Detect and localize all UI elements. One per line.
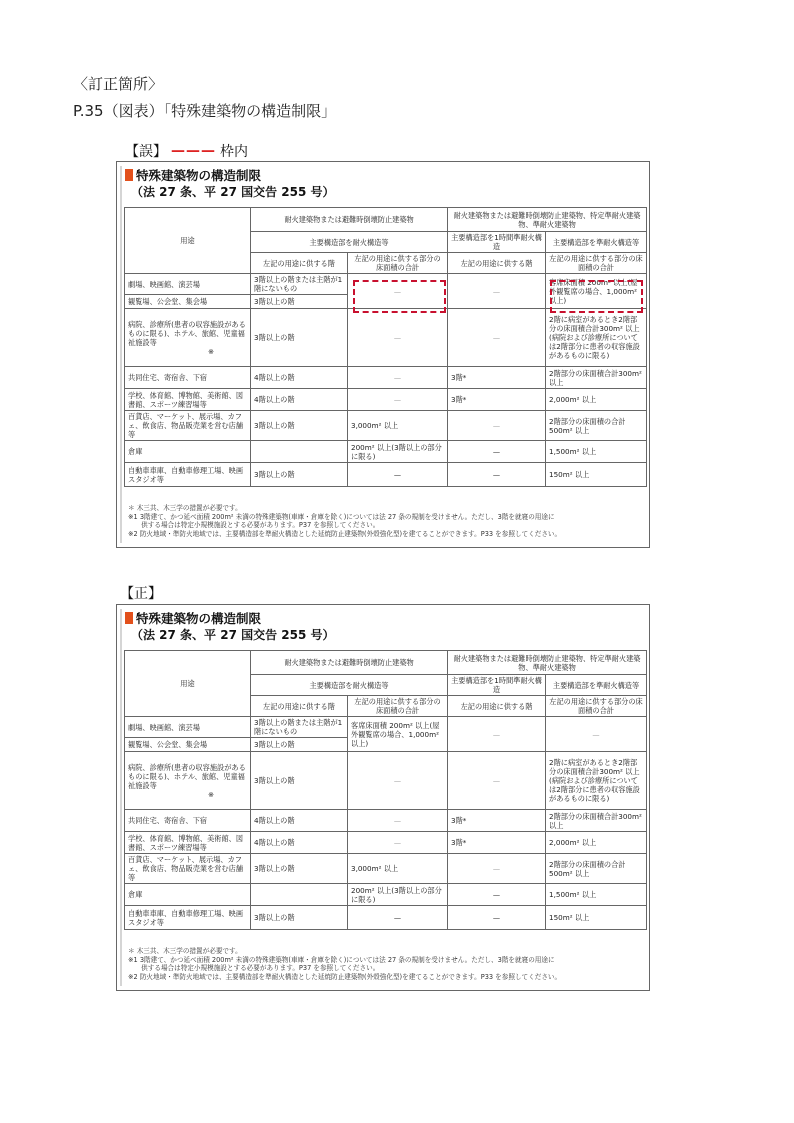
note-3: 供する場合は特定小規模施設とする必要があります。P37 を参照してください。 [128,964,380,973]
wrong-label [125,141,248,161]
table-subtitle: （法 27 条、平 27 国交告 255 号） [131,185,335,199]
header-group2: 耐火建築物または避難時倒壊防止建築物、特定準耐火建築物、準耐火建築物 [448,208,647,232]
row4-usage: 共同住宅、寄宿舎、下宿 [125,367,251,389]
title-marker-icon [125,169,133,181]
panel-side-rule [120,166,122,543]
row6-last: 2階部分の床面積の合計500m² 以上 [546,854,647,884]
wrong-label-suffix: 枠内 [220,144,248,160]
note-2: ※1 3階建て、かつ延べ面積 200m² 未満の特殊建築物(車庫・倉庫を除く)については法 27 条の規制を受けません。ただし、3階を就寝の用途に [128,955,555,964]
table-title: 特殊建築物の構造制限 [125,166,261,184]
row7-last: 1,500m² 以上 [546,441,647,463]
table-subtitle: （法 27 条、平 27 国交告 255 号） [131,628,335,642]
correct-label: 【正】 [120,586,162,602]
row7-usage: 倉庫 [125,441,251,463]
header-floor2: 左記の用途に供する階 [448,696,546,717]
note-1: ＊ 木三共、木三学の措置が必要です。 [128,947,242,955]
row8-floor: 3階以上の階 [251,463,348,487]
row5-area: — [348,832,448,854]
row2-floor: 3階以上の階 [251,738,348,752]
header-group1: 耐火建築物または避難時倒壊防止建築物 [251,208,448,232]
header-sub-g2a: 主要構造部を1時間準耐火構造 [448,675,546,696]
note-4: ※2 防火地域・準防火地域では、主要構造部を準耐火構造とした延焼防止建築物(外殻強化型)を建てることができます。P33 を参照してください。 [128,530,562,539]
row8-floor: 3階以上の階 [251,906,348,930]
row6-c4: — [448,411,546,441]
header-sub-g2b: 主要構造部を準耐火構造等 [546,675,647,696]
row5-floor: 4階以上の階 [251,389,348,411]
row8-usage: 自動車車庫、自動車修理工場、映画スタジオ等 [125,906,251,930]
note-1: ＊ 木三共、木三学の措置が必要です。 [128,504,242,512]
header-floor: 左記の用途に供する階 [251,253,348,274]
row4-usage: 共同住宅、寄宿舎、下宿 [125,810,251,832]
row2-usage: 観覧場、公会堂、集会場 [125,738,251,752]
row3-last: 2階に病室があるとき2階部分の床面積合計300m² 以上(病院および診療所については2階部分に患者の収容施設があるものに限る) [546,309,647,367]
row6-c4: — [448,854,546,884]
row4-area: — [348,810,448,832]
row3-floor: 3階以上の階 [251,752,348,810]
row5-last: 2,000m² 以上 [546,389,647,411]
row6-area: 3,000m² 以上 [348,854,448,884]
row7-c4: — [448,884,546,906]
table-notes [128,947,561,982]
row8-last: 150m² 以上 [546,906,647,930]
wrong-table-panel [116,161,650,548]
header-sub-g2a: 主要構造部を1時間準耐火構造 [448,232,546,253]
table-title: 特殊建築物の構造制限 [125,609,261,627]
note-4: ※2 防火地域・準防火地域では、主要構造部を準耐火構造とした延焼防止建築物(外殻強化型)を建てることができます。P33 を参照してください。 [128,973,562,982]
row8-usage: 自動車車庫、自動車修理工場、映画スタジオ等 [125,463,251,487]
row4-c4: 3階* [448,367,546,389]
row12-area-wrong: — [348,274,448,309]
row5-c4: 3階* [448,389,546,411]
row6-floor: 3階以上の階 [251,854,348,884]
row5-floor: 4階以上の階 [251,832,348,854]
row3-c4: — [448,309,546,367]
row8-area: — [348,906,448,930]
header-group2: 耐火建築物または避難時倒壊防止建築物、特定準耐火建築物、準耐火建築物 [448,651,647,675]
header-sub-g2b: 主要構造部を準耐火構造等 [546,232,647,253]
red-dash-legend: ——— [171,143,216,159]
correction-location: P.35（図表）「特殊建築物の構造制限」 [73,102,337,120]
header-area2: 左記の用途に供する部分の床面積の合計 [546,253,647,274]
row3-c4: — [448,752,546,810]
row7-area: 200m² 以上(3階以上の部分に限る) [348,884,448,906]
row5-area: — [348,389,448,411]
row2-floor: 3階以上の階 [251,295,348,309]
row12-last-correct: — [546,717,647,752]
row6-area: 3,000m² 以上 [348,411,448,441]
header-group1: 耐火建築物または避難時倒壊防止建築物 [251,651,448,675]
header-area2: 左記の用途に供する部分の床面積の合計 [546,696,647,717]
row1-usage: 劇場、映画館、演芸場 [125,717,251,738]
row6-last: 2階部分の床面積の合計500m² 以上 [546,411,647,441]
note-3: 供する場合は特定小規模施設とする必要があります。P37 を参照してください。 [128,521,380,530]
note-2: ※1 3階建て、かつ延べ面積 200m² 未満の特殊建築物(車庫・倉庫を除く)については法 27 条の規制を受けません。ただし、3階を就寝の用途に [128,512,555,521]
header-floor2: 左記の用途に供する階 [448,253,546,274]
table-notes [128,504,561,539]
row4-last: 2階部分の床面積合計300m² 以上 [546,367,647,389]
row4-floor: 4階以上の階 [251,810,348,832]
header-area: 左記の用途に供する部分の床面積の合計 [348,253,448,274]
row7-c4: — [448,441,546,463]
row1-floor: 3階以上の階または主階が1階にないもの [251,274,348,295]
row12-last-wrong: 客席床面積 200m² 以上(屋外観覧席の場合、1,000m² 以上) [546,274,647,309]
row8-c4: — [448,463,546,487]
structure-table-correct [124,650,647,930]
correct-table-panel [116,604,650,991]
row6-floor: 3階以上の階 [251,411,348,441]
header-usage: 用途 [125,208,251,274]
header-sub-g1: 主要構造部を耐火構造等 [251,675,448,696]
row3-last: 2階に病室があるとき2階部分の床面積合計300m² 以上(病院および診療所については2階部分に患者の収容施設があるものに限る) [546,752,647,810]
row3-area: — [348,309,448,367]
row3-floor: 3階以上の階 [251,309,348,367]
row8-c4: — [448,906,546,930]
row5-last: 2,000m² 以上 [546,832,647,854]
row1-floor: 3階以上の階または主階が1階にないもの [251,717,348,738]
header-floor: 左記の用途に供する階 [251,696,348,717]
row8-area: — [348,463,448,487]
row5-usage: 学校、体育館、博物館、美術館、図書館、スポーツ練習場等 [125,389,251,411]
row3-area: — [348,752,448,810]
row4-c4: 3階* [448,810,546,832]
row4-area: — [348,367,448,389]
wrong-label-text: 【誤】 [125,144,167,160]
row3-usage: 病院、診療所(患者の収容施設があるものに限る)、ホテル、旅館、児童福祉施設等 ※ [125,752,251,810]
title-marker-icon [125,612,133,624]
row5-usage: 学校、体育館、博物館、美術館、図書館、スポーツ練習場等 [125,832,251,854]
row6-usage: 百貨店、マーケット、展示場、カフェ、飲食店、物品販売業を営む店舗等 [125,411,251,441]
row7-floor [251,441,348,463]
row7-last: 1,500m² 以上 [546,884,647,906]
panel-side-rule [120,609,122,986]
row8-last: 150m² 以上 [546,463,647,487]
header-area: 左記の用途に供する部分の床面積の合計 [348,696,448,717]
row2-usage: 観覧場、公会堂、集会場 [125,295,251,309]
row6-usage: 百貨店、マーケット、展示場、カフェ、飲食店、物品販売業を営む店舗等 [125,854,251,884]
row12-c4: — [448,274,546,309]
row5-c4: 3階* [448,832,546,854]
row7-area: 200m² 以上(3階以上の部分に限る) [348,441,448,463]
row1-usage: 劇場、映画館、演芸場 [125,274,251,295]
row4-floor: 4階以上の階 [251,367,348,389]
structure-table-wrong [124,207,647,487]
row7-floor [251,884,348,906]
correction-heading: 〈訂正箇所〉 [73,75,164,93]
row12-area-correct: 客席床面積 200m² 以上(屋外観覧席の場合、1,000m² 以上) [348,717,448,752]
row3-usage: 病院、診療所(患者の収容施設があるものに限る)、ホテル、旅館、児童福祉施設等 ※ [125,309,251,367]
row4-last: 2階部分の床面積合計300m² 以上 [546,810,647,832]
header-usage: 用途 [125,651,251,717]
header-sub-g1: 主要構造部を耐火構造等 [251,232,448,253]
row7-usage: 倉庫 [125,884,251,906]
row12-c4: — [448,717,546,752]
